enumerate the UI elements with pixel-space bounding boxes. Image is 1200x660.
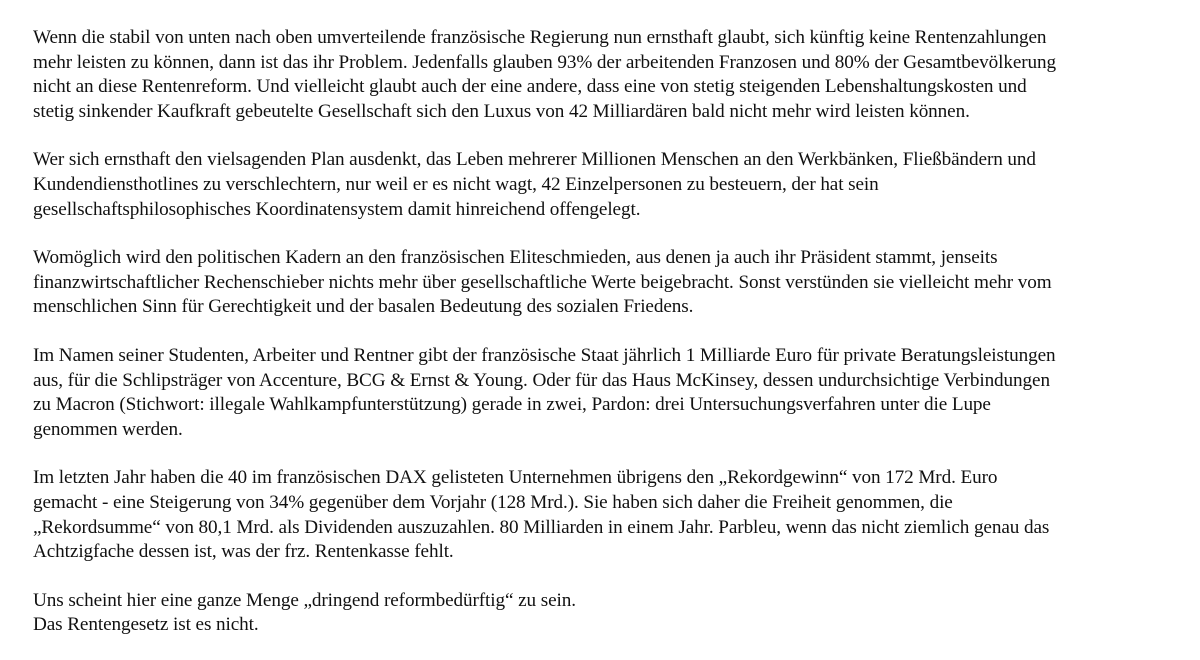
text-line: Achtzigfache dessen ist, was der frz. Rentenkasse fehlt. bbox=[33, 541, 454, 563]
text-line: „Rekordsumme“ von 80,1 Mrd. als Dividenden auszuzahlen. 80 Milliarden in einem Jahr. Parbleu, wenn das nicht ziemlich genau das bbox=[33, 516, 1050, 538]
text-line: menschlichen Sinn für Gerechtigkeit und der basalen Bedeutung des sozialen Friedens. bbox=[33, 296, 694, 318]
paragraph-5 bbox=[33, 466, 1183, 564]
paragraph-2 bbox=[33, 148, 1183, 222]
text-line: Das Rentengesetz ist es nicht. bbox=[33, 614, 259, 636]
text-line: Wer sich ernsthaft den vielsagenden Plan ausdenkt, das Leben mehrerer Millionen Menschen an den Werkbänken, Fließbändern und bbox=[33, 149, 1036, 171]
text-line: gemacht - eine Steigerung von 34% gegenüber dem Vorjahr (128 Mrd.). Sie haben sich daher die Freiheit genommen, die bbox=[33, 491, 953, 513]
text-line: Kundendiensthotlines zu verschlechtern, nur weil er es nicht wagt, 42 Einzelpersonen zu besteuern, der hat sein bbox=[33, 173, 879, 195]
text-line: Im Namen seiner Studenten, Arbeiter und Rentner gibt der französische Staat jährlich 1 Milliarde Euro für private Beratungsleistungen bbox=[33, 344, 1056, 366]
text-line: finanzwirtschaftlicher Rechenschieber nichts mehr über gesellschaftliche Werte beigebracht. Sonst verstünden sie vielleicht mehr vom bbox=[33, 271, 1052, 293]
text-line: Im letzten Jahr haben die 40 im französischen DAX gelisteten Unternehmen übrigens den „Rekordgewinn“ von 172 Mrd. Euro bbox=[33, 467, 998, 489]
text-line: Womöglich wird den politischen Kadern an den französischen Eliteschmieden, aus denen ja auch ihr Präsident stammt, jenseits bbox=[33, 247, 998, 269]
paragraph-6 bbox=[33, 589, 1183, 638]
text-line: gesellschaftsphilosophisches Koordinatensystem damit hinreichend offengelegt. bbox=[33, 198, 641, 220]
document-body bbox=[33, 26, 1183, 638]
text-line: genommen werden. bbox=[33, 418, 183, 440]
text-line: Wenn die stabil von unten nach oben umverteilende französische Regierung nun ernsthaft glaubt, sich künftig keine Rentenzahlungen bbox=[33, 27, 1047, 48]
paragraph-3 bbox=[33, 246, 1183, 320]
text-line: Uns scheint hier eine ganze Menge „dringend reformbedürftig“ zu sein. bbox=[33, 589, 576, 611]
paragraph-4 bbox=[33, 344, 1183, 442]
text-line: aus, für die Schlipsträger von Accenture, BCG & Ernst & Young. Oder für das Haus McKinsey, dessen undurchsichtige Verbindungen bbox=[33, 369, 1050, 391]
paragraph-1 bbox=[33, 26, 1183, 124]
text-line: nicht an diese Rentenreform. Und vielleicht glaubt auch der eine andere, dass eine von stetig steigenden Lebenshaltungskosten und bbox=[33, 76, 1027, 98]
text-line: zu Macron (Stichwort: illegale Wahlkampfunterstützung) gerade in zwei, Pardon: drei Untersuchungsverfahren unter die Lupe bbox=[33, 394, 991, 416]
text-line: mehr leisten zu können, dann ist das ihr Problem. Jedenfalls glauben 93% der arbeitenden Franzosen und 80% der Gesamtbevölkerung bbox=[33, 51, 1057, 73]
text-line: stetig sinkender Kaufkraft gebeutelte Gesellschaft sich den Luxus von 42 Milliardären bald nicht mehr wird leisten können. bbox=[33, 100, 970, 122]
